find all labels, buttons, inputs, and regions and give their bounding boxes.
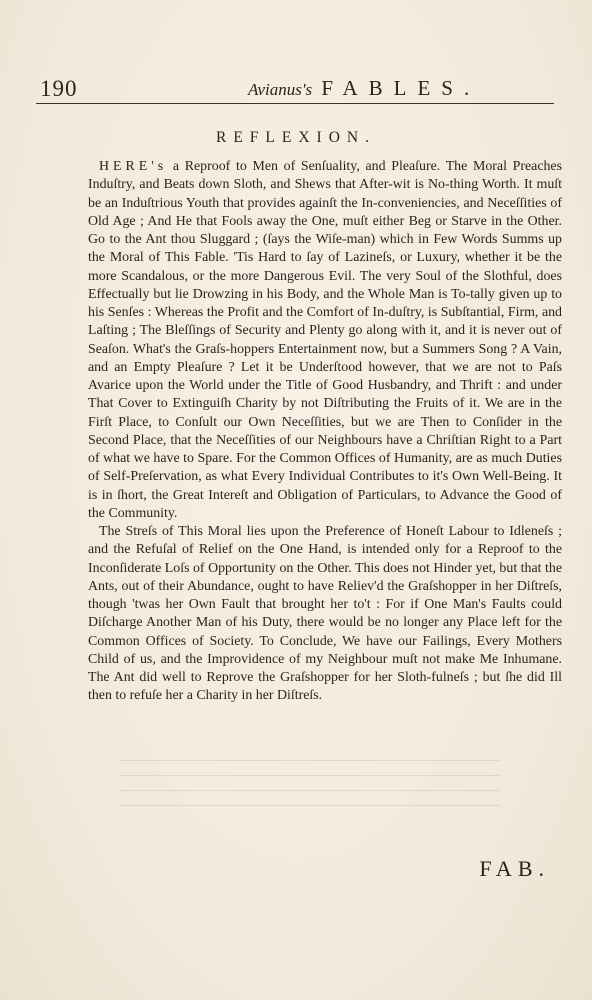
section-title: REFLEXION. (216, 129, 376, 146)
running-author: Avianus's (248, 80, 313, 99)
show-through-text (120, 760, 500, 820)
paragraph-2-text: The Streſs of This Moral lies upon the Preference of Honeſt Labour to Idleneſs ; and the Refuſal of Relief on the One Hand, is intended only for a Reproof to the Inconſiderate Loſs of Opportunity on the Other. This does not Hinder yet, but that the Ants, out of their Abundance, ought to have Reliev'd the Graſshopper in her Diſtreſs, though 'twas her Own Fault that brought her to't : For if One Man's Faults could Diſcharge Another Man of his Duty, there would be no longer any Place left for the Common Offices of Society. To Conclude, We have our Failings, Every Mothers Child of us, and the Improvidence of my Neighbour muſt not make Me Inhumane. The Ant did well to Reprove the Graſshopper for her Sloth-fulneſs ; but ſhe did Ill then to refuſe her a Charity in her Diſtreſs. (88, 524, 562, 704)
paragraph-1 (88, 158, 562, 523)
paragraph-lead: HERE's (99, 159, 168, 174)
running-header (36, 76, 554, 102)
running-title (248, 76, 480, 101)
paragraph-2 (88, 523, 562, 706)
running-book-title: FABLES. (321, 76, 481, 100)
paragraph-1-text: a Reproof to Men of Senſuality, and Pleaſure. The Moral Preaches Induſtry, and Beats down Sloth, and Shews that After-wit is No-thing Worth. It muſt be an Induſtrious Youth that provides againſt the In-conveniencies, and Neceſſities of Old Age ; And He that Fools away the One, muſt either Beg or Starve in the Other. Go to the Ant thou Sluggard ; (ſays the Wiſe-man) which in Few Words Summs up the Moral of This Fable. 'Tis Hard to ſay of Lazineſs, or Luxury, whether it be the more Scandalous, or the more Dangerous Evil. The very Soul of the Slothful, does Effectually but lie Drowzing in his Body, and the Whole Man is To-tally given up to his Senſes : Whereas the Profit and the Comfort of In-duſtry, is Subſtantial, Firm, and Laſting ; The Bleſſings of Security and Plenty go along with it, and it is never out of Seaſon. What's the Graſs-hoppers Entertainment now, but a Summers Song ? A Vain, and an Empty Pleaſure ? Let it be Underſtood however, that we are not to Paſs Avarice upon the World under the Title of Good Husbandry, and Thrift : and under That Cover to Extinguiſh Charity by not Diſtributing the Fruits of it. We are in the Firſt Place, to Conſult our Own Neceſſities, but we are Then to Conſider in the Second Place, that the Neceſſities of our Neighbours have a Chriſtian Right to a Part of what we have to Spare. For the Common Offices of Humanity, are as much Duties of Self-Preſervation, as what Every Individual Contributes to it's Own Well-Being. It is in ſhort, the Great Intereſt and Obligation of Particulars, to Advance the Good of the Community. (88, 159, 562, 521)
body-text (88, 158, 562, 706)
page-number: 190 (40, 76, 78, 101)
header-rule (36, 103, 554, 104)
catchword: FAB. (479, 856, 550, 881)
